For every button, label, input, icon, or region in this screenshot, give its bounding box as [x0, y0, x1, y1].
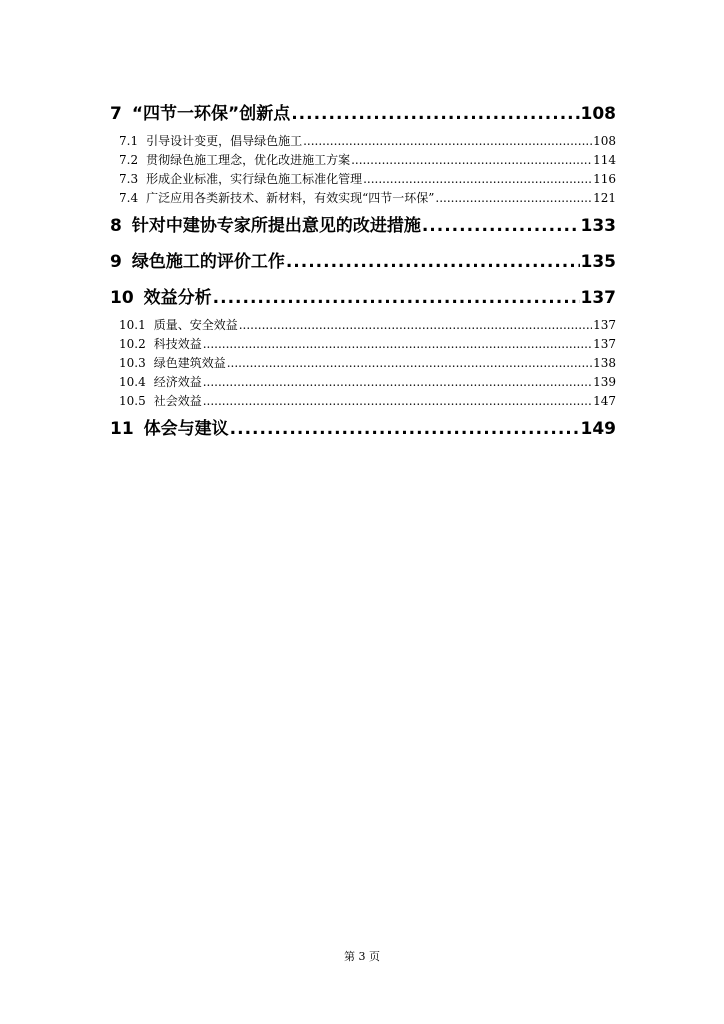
toc-entry-title	[110, 244, 285, 280]
toc-entry-number: 7.1	[119, 134, 139, 148]
dot-leader	[227, 354, 592, 373]
toc-entry-10[interactable]	[110, 280, 616, 316]
toc-entry-title	[110, 208, 421, 244]
toc-entry-10-3[interactable]	[110, 354, 616, 373]
dot-leader	[422, 208, 580, 244]
toc-entry-text: 体会与建议	[143, 419, 229, 439]
toc-entry-page: 133	[580, 216, 616, 236]
dot-leader	[351, 151, 592, 170]
page-number-label: 第 3 页	[344, 950, 380, 963]
toc-entry-title	[119, 189, 434, 208]
toc-entry-page: 121	[593, 191, 616, 205]
toc-entry-title	[119, 354, 226, 373]
toc-entry-text: “四节一环保”创新点	[131, 104, 291, 124]
toc-entry-11[interactable]	[110, 411, 616, 447]
toc-entry-page: 147	[593, 394, 616, 408]
toc-entry-number: 10.5	[119, 394, 146, 408]
dot-leader	[203, 335, 592, 354]
toc-entry-page: 137	[580, 288, 616, 308]
toc-entry-title	[119, 170, 362, 189]
dot-leader	[230, 411, 580, 447]
page-footer	[0, 948, 724, 964]
dot-leader	[435, 189, 592, 208]
toc-entry-number: 10.2	[119, 337, 146, 351]
toc-entry-10-5[interactable]	[110, 392, 616, 411]
toc-entry-8[interactable]	[110, 208, 616, 244]
toc-entry-text: 经济效益	[153, 375, 202, 389]
toc-entry-text: 效益分析	[143, 288, 212, 308]
toc-entry-page: 135	[580, 252, 616, 272]
toc-entry-title	[119, 132, 302, 151]
toc-entry-10-4[interactable]	[110, 373, 616, 392]
toc-entry-page: 149	[580, 419, 616, 439]
toc-entry-text: 社会效益	[153, 394, 202, 408]
toc-entry-7-2[interactable]	[110, 151, 616, 170]
toc-entry-10-1[interactable]	[110, 316, 616, 335]
toc-entry-title	[119, 373, 202, 392]
toc-entry-text: 绿色施工的评价工作	[131, 252, 285, 272]
toc-entry-9[interactable]	[110, 244, 616, 280]
toc-entry-page: 139	[593, 375, 616, 389]
toc-entry-text: 形成企业标准，实行绿色施工标准化管理	[146, 172, 363, 186]
toc-entry-page: 114	[593, 153, 616, 167]
dot-leader	[363, 170, 592, 189]
dot-leader	[239, 316, 592, 335]
toc-entry-text: 广泛应用各类新技术、新材料，有效实现“四节一环保”	[146, 191, 435, 205]
toc-entry-number: 7.3	[119, 172, 139, 186]
toc-entry-text: 质量、安全效益	[153, 318, 238, 332]
toc-entry-number: 10	[110, 288, 134, 308]
dot-leader	[286, 244, 580, 280]
toc-entry-number: 11	[110, 419, 134, 439]
toc-entry-7-1[interactable]	[110, 132, 616, 151]
table-of-contents	[110, 96, 616, 447]
toc-entry-title	[119, 335, 202, 354]
toc-entry-number: 10.1	[119, 318, 146, 332]
toc-entry-text: 引导设计变更，倡导绿色施工	[146, 134, 303, 148]
toc-entry-7-3[interactable]	[110, 170, 616, 189]
toc-entry-page: 137	[593, 318, 616, 332]
toc-entry-title	[119, 151, 350, 170]
toc-entry-text: 绿色建筑效益	[153, 356, 226, 370]
dot-leader	[203, 392, 592, 411]
toc-entry-number: 7	[110, 104, 122, 124]
toc-entry-title	[119, 316, 238, 335]
dot-leader	[213, 280, 580, 316]
toc-entry-number: 10.3	[119, 356, 146, 370]
dot-leader	[291, 96, 579, 132]
toc-entry-page: 108	[593, 134, 616, 148]
toc-entry-number: 7.4	[119, 191, 139, 205]
toc-entry-number: 9	[110, 252, 122, 272]
toc-entry-number: 10.4	[119, 375, 146, 389]
toc-entry-10-2[interactable]	[110, 335, 616, 354]
toc-entry-title	[110, 96, 290, 132]
toc-entry-title	[110, 411, 229, 447]
toc-entry-page: 137	[593, 337, 616, 351]
toc-entry-title	[119, 392, 202, 411]
toc-entry-7[interactable]	[110, 96, 616, 132]
toc-entry-page: 116	[593, 172, 616, 186]
toc-entry-text: 科技效益	[153, 337, 202, 351]
toc-entry-page: 138	[593, 356, 616, 370]
dot-leader	[203, 373, 592, 392]
dot-leader	[303, 132, 592, 151]
toc-entry-title	[110, 280, 212, 316]
toc-entry-text: 贯彻绿色施工理念，优化改进施工方案	[146, 153, 351, 167]
toc-entry-number: 7.2	[119, 153, 139, 167]
toc-entry-7-4[interactable]	[110, 189, 616, 208]
toc-entry-text: 针对中建协专家所提出意见的改进措施	[131, 216, 421, 236]
toc-entry-page: 108	[580, 104, 616, 124]
toc-entry-number: 8	[110, 216, 122, 236]
